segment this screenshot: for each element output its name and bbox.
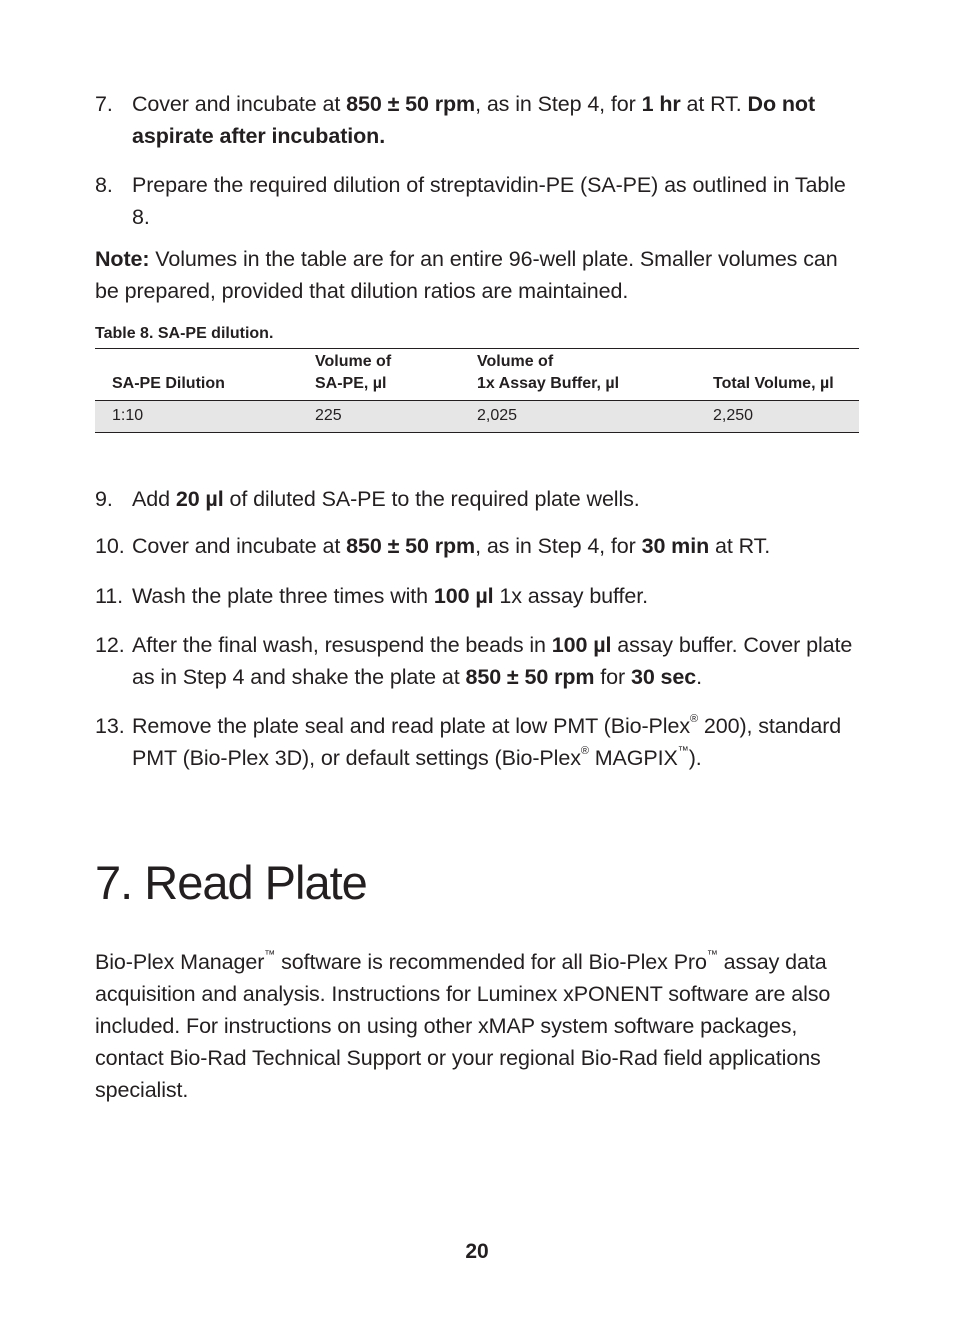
step-12 [95, 629, 859, 693]
step-13 [95, 710, 859, 774]
trademark-mark: ™ [677, 745, 689, 757]
note-text: Volumes in the table are for an entire 96-well plate. Smaller volumes can be prepared, provided that dilution ratios are maintained. [95, 247, 838, 303]
step-text: Cover and incubate at 850 ± 50 rpm, as in Step 4, for 30 min at RT. [132, 534, 771, 558]
sape-dilution-table [95, 348, 859, 433]
table-cell: 2,025 [477, 401, 713, 433]
step-9 [95, 483, 859, 515]
header-sape-dilution: SA-PE Dilution [95, 349, 315, 401]
step-number: 12. [95, 633, 125, 657]
table-cell: 2,250 [713, 401, 859, 433]
step-text: After the final wash, resuspend the beads in 100 µl assay buffer. Cover plate as in Step 4 and shake the plate at 850 ± 50 rpm for 30 sec. [132, 633, 853, 689]
step-7 [95, 88, 859, 152]
note [95, 243, 859, 307]
step-number: 9. [95, 487, 113, 511]
step-10 [95, 530, 859, 562]
trademark-mark: ™ [264, 949, 276, 961]
registered-mark: ® [689, 713, 698, 725]
header-volume-sape: Volume of SA-PE, µl [315, 349, 477, 401]
table-cell: 1:10 [95, 401, 315, 433]
table-cell: 225 [315, 401, 477, 433]
step-text: Wash the plate three times with 100 µl 1x assay buffer. [132, 584, 649, 608]
step-text: Cover and incubate at 850 ± 50 rpm, as in Step 4, for 1 hr at RT. Do not aspirate after incubation. [132, 92, 816, 148]
step-8 [95, 169, 859, 233]
step-text: Add 20 µl of diluted SA-PE to the required plate wells. [132, 487, 640, 511]
table-row [95, 401, 859, 433]
step-text: Remove the plate seal and read plate at low PMT (Bio-Plex® 200), standard PMT (Bio-Plex 3D), or default settings (Bio-Plex® MAGPIX™). [132, 713, 842, 770]
step-number: 7. [95, 92, 113, 116]
header-volume-buffer: Volume of 1x Assay Buffer, µl [477, 349, 713, 401]
step-text: Prepare the required dilution of streptavidin-PE (SA-PE) as outlined in Table 8. [132, 173, 846, 229]
step-number: 13. [95, 714, 125, 738]
table-caption: Table 8. SA-PE dilution. [95, 325, 274, 342]
page-number: 20 [465, 1240, 489, 1263]
header-total-volume: Total Volume, µl [713, 349, 859, 401]
step-number: 10. [95, 534, 125, 558]
registered-mark: ® [580, 745, 589, 757]
step-11 [95, 580, 859, 612]
section-paragraph: Bio-Plex Manager™ software is recommended for all Bio-Plex Pro™ assay data acquisition and analysis. Instructions for Luminex xPONENT software are also included. For instructions on using other xMAP system software packages, contact Bio-Rad Technical Support or your regional Bio-Rad field applications specialist. [95, 949, 831, 1102]
table-header-row [95, 349, 859, 401]
trademark-mark: ™ [706, 949, 718, 961]
note-label: Note: [95, 247, 150, 271]
section-title: 7. Read Plate [95, 856, 367, 909]
step-number: 8. [95, 173, 113, 197]
step-number: 11. [95, 584, 123, 608]
